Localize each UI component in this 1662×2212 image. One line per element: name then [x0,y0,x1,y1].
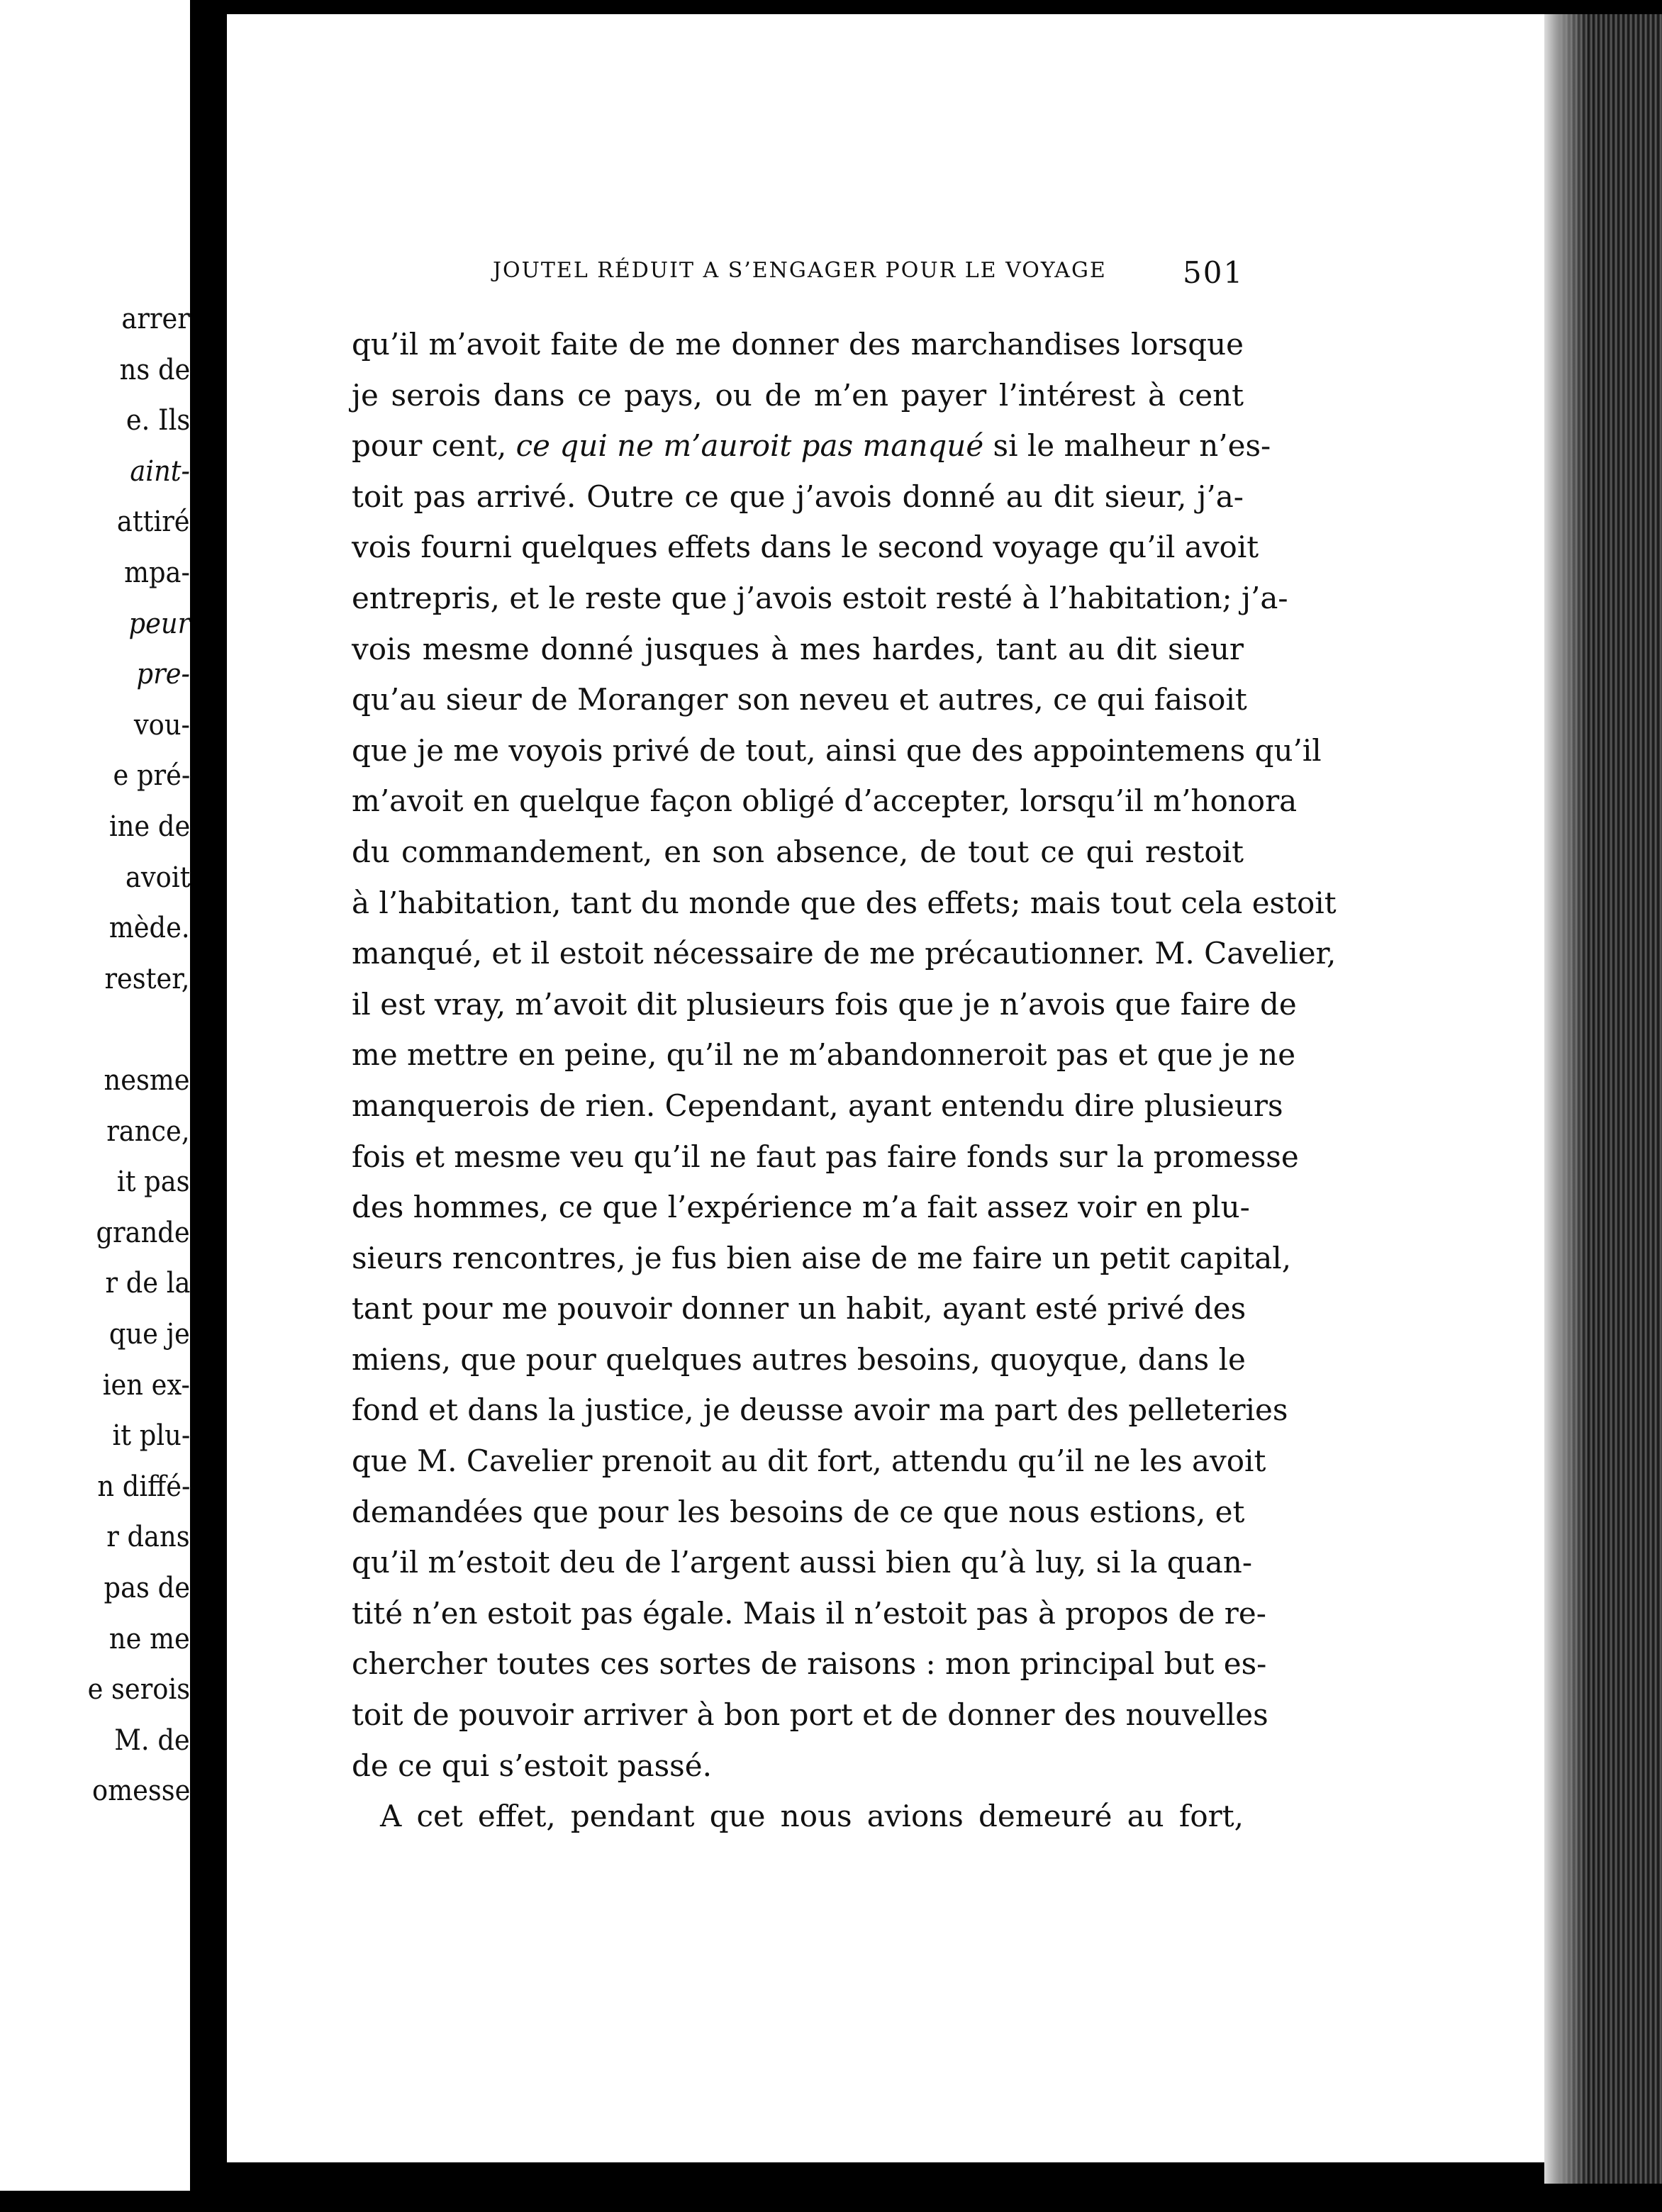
left-page-line: e pré- [113,759,190,793]
left-page-line: arrer [121,303,190,335]
text-line-end: si le malheur n’es- [983,428,1271,464]
text-line-start: pour cent, [352,428,516,464]
text-line: des hommes, ce que l’expérience m’a fait assez voir en plu- [352,1190,1250,1225]
italic-phrase: ce qui ne m’auroit pas manqué [515,428,984,464]
text-line: manqué, et il estoit nécessaire de me précautionner. M. Cavelier, [352,936,1337,971]
left-page-line: attiré [117,505,190,539]
body-text [352,319,1337,1842]
text-line: tité n’en estoit pas égale. Mais il n’estoit pas à propos de re- [352,1595,1266,1631]
text-line: toit pas arrivé. Outre ce que j’avois donné au dit sieur, j’a- [352,479,1244,514]
left-facing-page [0,0,190,2191]
book-gutter [190,0,227,2212]
left-page-line: rester, [104,962,190,995]
text-line: sieurs rencontres, je fus bien aise de me faire un petit capital, [352,1240,1292,1275]
left-page-line: peur [128,607,190,640]
text-line: à l’habitation, tant du monde que des effets; mais tout cela estoit [352,885,1337,920]
left-page-line: mpa- [124,557,190,589]
text-line: qu’au sieur de Moranger son neveu et autres, ce qui faisoit [352,682,1247,717]
text-line: m’avoit en quelque façon obligé d’accepter, lorsqu’il m’honora [352,783,1298,819]
left-page-line: ien ex- [102,1368,190,1402]
text-line: que je me voyois privé de tout, ainsi que des appointemens qu’il [352,732,1322,768]
text-line: manquerois de rien. Cependant, ayant entendu dire plusieurs [352,1088,1283,1123]
left-page-line: avoit [125,861,190,894]
text-line: de ce qui s’estoit passé. [352,1748,712,1783]
left-page-line: que je [109,1318,190,1351]
left-page-line: vou- [133,708,190,742]
page-edges-shadow [1544,14,1587,2184]
left-page-line: grande [96,1216,190,1249]
left-page-line: it pas [117,1166,190,1199]
text-line: je serois dans ce pays, ou de m’en payer l’intérest à cent [352,377,1244,413]
left-page-line: ns de [119,353,190,386]
left-page-line: mède. [109,912,190,945]
left-page-line: ne me [109,1622,190,1655]
text-line: tant pour me pouvoir donner un habit, ayant esté privé des [352,1291,1246,1326]
text-line: chercher toutes ces sortes de raisons : mon principal but es- [352,1646,1267,1682]
text-line: il est vray, m’avoit dit plusieurs fois que je n’avois que faire de [352,986,1297,1022]
left-page-line: omesse [91,1775,190,1808]
text-line: qu’il m’avoit faite de me donner des marchandises lorsque [352,327,1244,362]
page-number: 501 [1183,255,1244,290]
text-line: vois fourni quelques effets dans le second voyage qu’il avoit [352,530,1259,565]
left-page-line: M. de [114,1724,190,1757]
left-page-line: rance, [106,1115,190,1148]
text-line: demandées que pour les besoins de ce que nous estions, et [352,1494,1245,1529]
text-line: que M. Cavelier prenoit au dit fort, attendu qu’il ne les avoit [352,1443,1266,1479]
left-page-line: pre- [136,658,190,691]
text-line: qu’il m’estoit deu de l’argent aussi bien qu’à luy, si la quan- [352,1545,1253,1580]
left-page-line: e. Ils [126,404,190,437]
text-line: A cet effet, pendant que nous avions demeuré au fort, [380,1799,1244,1834]
left-page-line: it plu- [112,1419,190,1453]
text-line: fois et mesme veu qu’il ne faut pas faire fonds sur la promesse [352,1139,1299,1174]
text-line: du commandement, en son absence, de tout ce qui restoit [352,834,1244,869]
left-page-line: aint- [130,454,190,488]
text-line: fond et dans la justice, je deusse avoir ma part des pelleteries [352,1392,1288,1428]
left-page-line: n diffé- [96,1470,190,1503]
left-page-line: ine de [108,810,190,843]
running-head: JOUTEL RÉDUIT A S’ENGAGER POUR LE VOYAGE [493,258,1107,283]
left-page-line: pas de [104,1572,190,1604]
text-line: miens, que pour quelques autres besoins, quoyque, dans le [352,1341,1246,1377]
left-page-line: nesme [104,1064,190,1097]
left-page-line: r dans [106,1521,190,1554]
left-page-line: e serois [87,1673,190,1707]
left-page-line: r de la [104,1267,190,1300]
text-line: me mettre en peine, qu’il ne m’abandonneroit pas et que je ne [352,1037,1296,1073]
text-line: entrepris, et le reste que j’avois estoit resté à l’habitation; j’a- [352,580,1288,615]
text-line: toit de pouvoir arriver à bon port et de donner des nouvelles [352,1697,1268,1733]
text-line [352,420,1271,471]
text-line: vois mesme donné jusques à mes hardes, tant au dit sieur [352,631,1244,666]
